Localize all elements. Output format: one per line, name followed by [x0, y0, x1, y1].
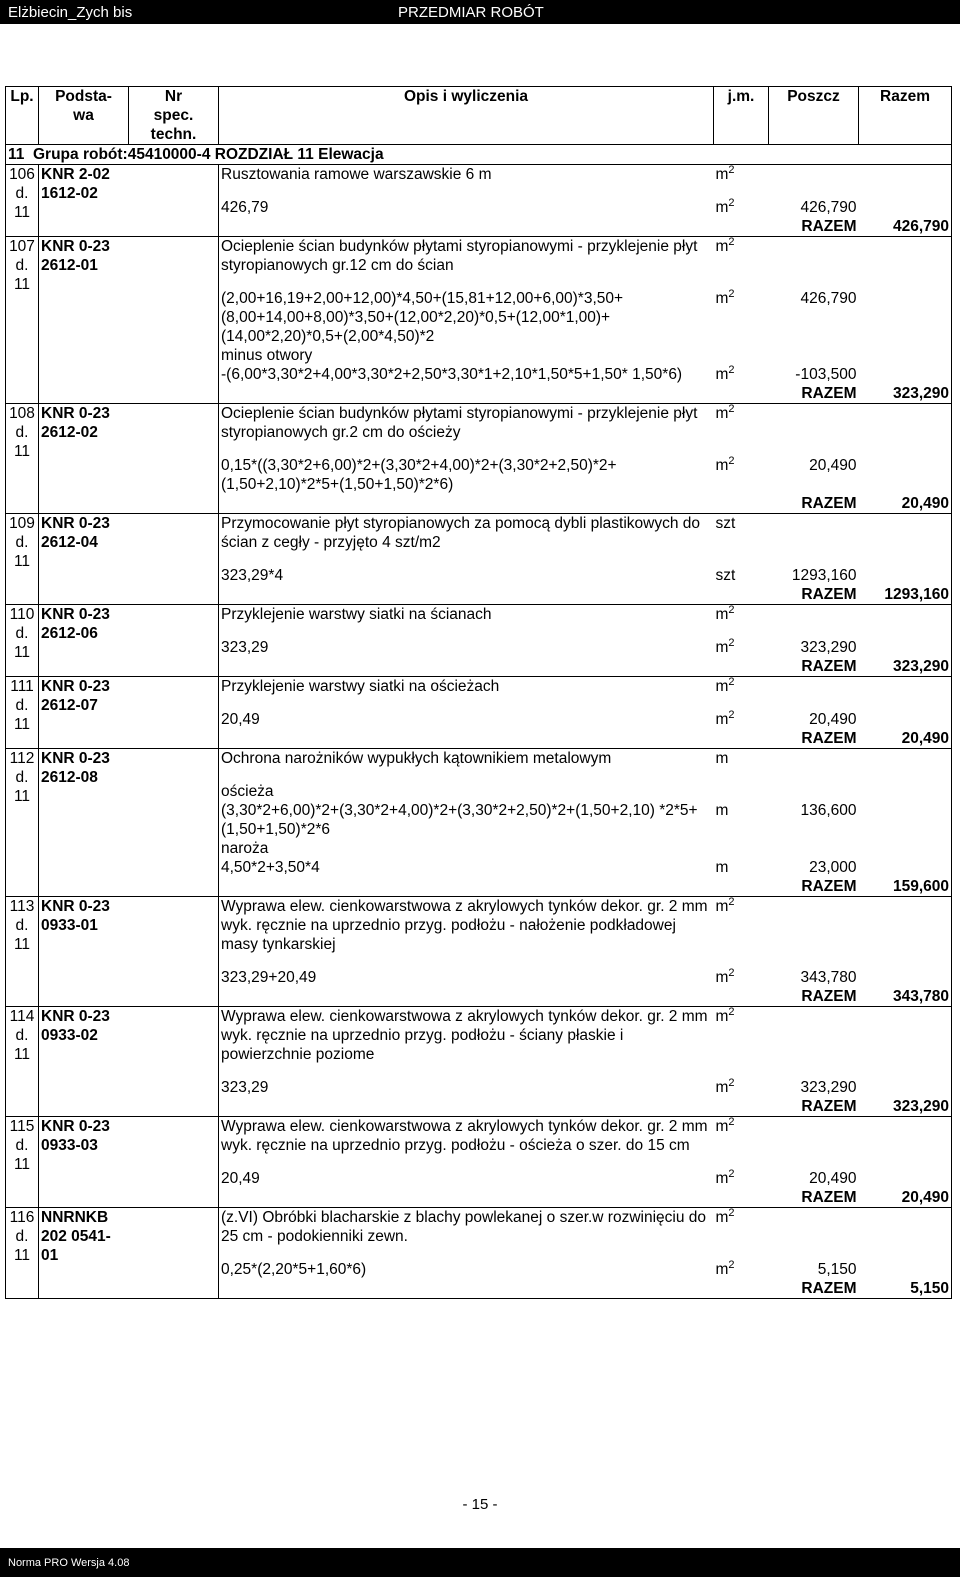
calc-value: 20,490: [809, 457, 857, 474]
item-basis: KNR 0-23 2612-04: [39, 514, 219, 605]
item-basis: KNR 0-23 2612-01: [39, 237, 219, 404]
calc-unit: [714, 456, 769, 494]
calc-value: 20,490: [809, 1170, 857, 1187]
col-poszcz: Poszcz: [769, 87, 859, 145]
item-unit: [714, 605, 769, 639]
col-jm: j.m.: [714, 87, 769, 145]
unit-sup: 2: [728, 966, 735, 979]
calc-value: 323,290: [800, 1079, 857, 1096]
item-unit: [714, 165, 769, 199]
razem-value: 20,490: [859, 494, 952, 514]
unit-sup: 2: [728, 636, 735, 649]
item-row: [6, 749, 952, 783]
razem-label: RAZEM: [769, 729, 859, 749]
col-opis: Opis i wyliczenia: [219, 87, 714, 145]
calc-value: 23,000: [809, 859, 857, 876]
unit-text: m: [715, 1118, 729, 1135]
razem-label: RAZEM: [769, 585, 859, 605]
unit-sup: 2: [728, 603, 735, 616]
razem-label: RAZEM: [769, 1279, 859, 1299]
unit-text: m: [715, 1008, 729, 1025]
item-lp: 115 d. 11: [6, 1117, 39, 1208]
calc-value: 20,490: [809, 711, 857, 728]
item-row: [6, 897, 952, 969]
calc-value: 1293,160: [791, 567, 857, 584]
item-lp: 114 d. 11: [6, 1007, 39, 1117]
razem-value: 159,600: [859, 877, 952, 897]
razem-label: RAZEM: [769, 1097, 859, 1117]
calc-text: 20,49: [219, 1169, 714, 1188]
razem-value: 426,790: [859, 217, 952, 237]
calc-value: 5,150: [817, 1261, 857, 1278]
item-lp: 113 d. 11: [6, 897, 39, 1007]
project-name: Elżbiecin_Zych bis: [8, 4, 133, 21]
calc-unit: [714, 1078, 769, 1097]
calc-unit: [714, 346, 769, 365]
unit-sup: 2: [728, 675, 735, 688]
unit-text: m: [715, 898, 729, 915]
razem-value: 20,490: [859, 1188, 952, 1208]
unit-sup: 2: [728, 1076, 735, 1089]
page-number: - 15 -: [462, 1496, 498, 1513]
calc-text: minus otwory: [219, 346, 714, 365]
unit-text: m: [715, 457, 729, 474]
item-row: [6, 165, 952, 199]
unit-sup: 2: [728, 708, 735, 721]
item-basis: KNR 0-23 0933-03: [39, 1117, 219, 1208]
item-row: [6, 677, 952, 711]
calc-unit: [714, 1169, 769, 1188]
calc-text: 323,29+20,49: [219, 968, 714, 987]
unit-text: m: [715, 711, 729, 728]
item-basis: KNR 0-23 2612-07: [39, 677, 219, 749]
calc-unit: [714, 365, 769, 384]
razem-value: 323,290: [859, 1097, 952, 1117]
item-description: Przyklejenie warstwy siatki na ościeżach: [219, 677, 714, 711]
item-lp: 107 d. 11: [6, 237, 39, 404]
razem-value: 5,150: [859, 1279, 952, 1299]
unit-text: szt: [715, 567, 736, 584]
item-lp: 110 d. 11: [6, 605, 39, 677]
unit-text: m: [715, 1261, 729, 1278]
unit-sup: 2: [728, 1005, 735, 1018]
group-heading: 11 Grupa robót:45410000-4 ROZDZIAŁ 11 Elewacja: [6, 145, 952, 165]
item-description: Wyprawa elew. cienkowarstwowa z akrylowych tynków dekor. gr. 2 mm wyk. ręcznie na uprzednio przyg. podłożu - nałożenie podkładowej masy tynkarskiej: [219, 897, 714, 969]
unit-text: m: [715, 1079, 729, 1096]
unit-text: m: [715, 166, 729, 183]
calc-unit: [714, 289, 769, 346]
calc-value: [769, 782, 859, 801]
calc-unit: [714, 839, 769, 858]
calc-text: (2,00+16,19+2,00+12,00)*4,50+(15,81+12,00+6,00)*3,50+ (8,00+14,00+8,00)*3,50+(12,00*2,20)*0,5+(12,00*1,00)+ (14,00*2,20)*0,5+(2,00*4,50)*2: [219, 289, 714, 346]
item-basis: KNR 0-23 2612-02: [39, 404, 219, 514]
table-header: [6, 87, 952, 145]
software-version: Norma PRO Wersja 4.08: [8, 1557, 130, 1569]
item-basis: KNR 0-23 2612-08: [39, 749, 219, 897]
unit-text: m: [715, 606, 729, 623]
unit-sup: 2: [728, 1206, 735, 1219]
calc-text: 0,15*((3,30*2+6,00)*2+(3,30*2+4,00)*2+(3,30*2+2,50)*2+ (1,50+2,10)*2*5+(1,50+1,50)*2*6): [219, 456, 714, 494]
unit-sup: 2: [728, 196, 735, 209]
col-lp: Lp.: [6, 87, 39, 145]
item-description: Ocieplenie ścian budynków płytami styropianowymi - przyklejenie płyt styropianowych gr.12 cm do ścian: [219, 237, 714, 290]
unit-text: m: [715, 678, 729, 695]
calc-text: 426,79: [219, 198, 714, 217]
item-basis: KNR 2-02 1612-02: [39, 165, 219, 237]
calc-value: 136,600: [800, 802, 857, 819]
calc-value: [769, 346, 859, 365]
unit-sup: 2: [728, 402, 735, 415]
item-row: [6, 1117, 952, 1170]
item-lp: 116 d. 11: [6, 1208, 39, 1299]
item-description: Przymocowanie płyt styropianowych za pomocą dybli plastikowych do ścian z cegły - przyjęto 4 szt/m2: [219, 514, 714, 567]
calc-value: 343,780: [800, 969, 857, 986]
unit-sup: 2: [728, 895, 735, 908]
item-unit: [714, 677, 769, 711]
item-unit: [714, 404, 769, 457]
item-rows: [6, 165, 952, 1299]
razem-label: RAZEM: [769, 877, 859, 897]
calc-unit: [714, 858, 769, 877]
razem-label: RAZEM: [769, 494, 859, 514]
calc-text: naroża: [219, 839, 714, 858]
razem-label: RAZEM: [769, 657, 859, 677]
razem-value: 323,290: [859, 657, 952, 677]
item-description: Wyprawa elew. cienkowarstwowa z akrylowych tynków dekor. gr. 2 mm wyk. ręcznie na uprzednio przyg. podłożu - ościeża o szer. do 15 cm: [219, 1117, 714, 1170]
item-row: [6, 404, 952, 457]
item-lp: 109 d. 11: [6, 514, 39, 605]
calc-text: 323,29*4: [219, 566, 714, 585]
item-unit: [714, 1208, 769, 1261]
unit-sup: 2: [728, 454, 735, 467]
page-footer: [0, 1548, 960, 1577]
razem-label: RAZEM: [769, 384, 859, 404]
calc-unit: [714, 638, 769, 657]
unit-text: m: [715, 1209, 729, 1226]
calc-text: -(6,00*3,30*2+4,00*3,30*2+2,50*3,30*1+2,10*1,50*5+1,50* 1,50*6): [219, 365, 714, 384]
calc-unit: [714, 198, 769, 217]
unit-text: m: [715, 238, 729, 255]
unit-sup: 2: [728, 1167, 735, 1180]
calc-text: 323,29: [219, 638, 714, 657]
unit-text: m: [715, 1170, 729, 1187]
razem-value: 20,490: [859, 729, 952, 749]
item-row: [6, 237, 952, 290]
razem-value: 343,780: [859, 987, 952, 1007]
unit-text: m: [715, 639, 729, 656]
item-unit: [714, 514, 769, 567]
unit-text: m: [715, 750, 729, 767]
calc-unit: [714, 801, 769, 839]
calc-value: -103,500: [795, 366, 857, 383]
calc-value: 426,790: [800, 290, 857, 307]
calc-text: 323,29: [219, 1078, 714, 1097]
item-lp: 112 d. 11: [6, 749, 39, 897]
item-unit: [714, 1117, 769, 1170]
calc-unit: [714, 1260, 769, 1279]
calc-value: 426,790: [800, 199, 857, 216]
item-description: Wyprawa elew. cienkowarstwowa z akrylowych tynków dekor. gr. 2 mm wyk. ręcznie na uprzednio przyg. podłożu - ściany płaskie i powierzchnie poziome: [219, 1007, 714, 1079]
unit-text: m: [715, 802, 729, 819]
item-basis: KNR 0-23 2612-06: [39, 605, 219, 677]
razem-value: 1293,160: [859, 585, 952, 605]
item-row: [6, 605, 952, 639]
item-lp: 111 d. 11: [6, 677, 39, 749]
razem-label: RAZEM: [769, 217, 859, 237]
unit-text: m: [715, 290, 729, 307]
item-description: Rusztowania ramowe warszawskie 6 m: [219, 165, 714, 199]
calc-text: ościeża: [219, 782, 714, 801]
unit-text: m: [715, 405, 729, 422]
calc-text: 20,49: [219, 710, 714, 729]
item-description: Przyklejenie warstwy siatki na ścianach: [219, 605, 714, 639]
item-row: [6, 514, 952, 567]
razem-value: 323,290: [859, 384, 952, 404]
item-unit: [714, 237, 769, 290]
calc-text: (3,30*2+6,00)*2+(3,30*2+4,00)*2+(3,30*2+2,50)*2+(1,50+2,10) *2*5+(1,50+1,50)*2*6: [219, 801, 714, 839]
calc-unit: [714, 968, 769, 987]
calc-value: 323,290: [800, 639, 857, 656]
unit-sup: 2: [728, 163, 735, 176]
item-description: Ochrona narożników wypukłych kątownikiem metalowym: [219, 749, 714, 783]
unit-text: m: [715, 859, 729, 876]
document-title: PRZEDMIAR ROBÓT: [398, 4, 544, 21]
unit-text: m: [715, 199, 729, 216]
calc-text: 0,25*(2,20*5+1,60*6): [219, 1260, 714, 1279]
calc-unit: [714, 782, 769, 801]
item-unit: [714, 1007, 769, 1079]
calc-text: 4,50*2+3,50*4: [219, 858, 714, 877]
unit-text: m: [715, 366, 729, 383]
unit-text: szt: [715, 515, 736, 532]
unit-sup: 2: [728, 1115, 735, 1128]
calc-unit: [714, 566, 769, 585]
item-basis: KNR 0-23 0933-01: [39, 897, 219, 1007]
calc-value: [769, 839, 859, 858]
item-unit: [714, 749, 769, 783]
calc-unit: [714, 710, 769, 729]
item-lp: 106 d. 11: [6, 165, 39, 237]
razem-label: RAZEM: [769, 987, 859, 1007]
unit-sup: 2: [728, 287, 735, 300]
estimate-table: [5, 86, 952, 1299]
razem-label: RAZEM: [769, 1188, 859, 1208]
item-unit: [714, 897, 769, 969]
item-description: Ocieplenie ścian budynków płytami styropianowymi - przyklejenie płyt styropianowych gr.2 cm do ościeży: [219, 404, 714, 457]
unit-sup: 2: [728, 235, 735, 248]
item-row: [6, 1007, 952, 1079]
col-podstawa: Podsta- wa: [39, 87, 129, 145]
item-lp: 108 d. 11: [6, 404, 39, 514]
col-razem: Razem: [859, 87, 952, 145]
page-header: [0, 0, 960, 24]
unit-text: m: [715, 969, 729, 986]
unit-sup: 2: [728, 363, 735, 376]
item-description: (z.VI) Obróbki blacharskie z blachy powlekanej o szer.w rozwinięciu do 25 cm - podokienniki zewn.: [219, 1208, 714, 1261]
item-basis: KNR 0-23 0933-02: [39, 1007, 219, 1117]
unit-sup: 2: [728, 1258, 735, 1271]
item-basis: NNRNKB 202 0541- 01: [39, 1208, 219, 1299]
col-nr-spec: Nr spec. techn.: [129, 87, 219, 145]
item-row: [6, 1208, 952, 1261]
